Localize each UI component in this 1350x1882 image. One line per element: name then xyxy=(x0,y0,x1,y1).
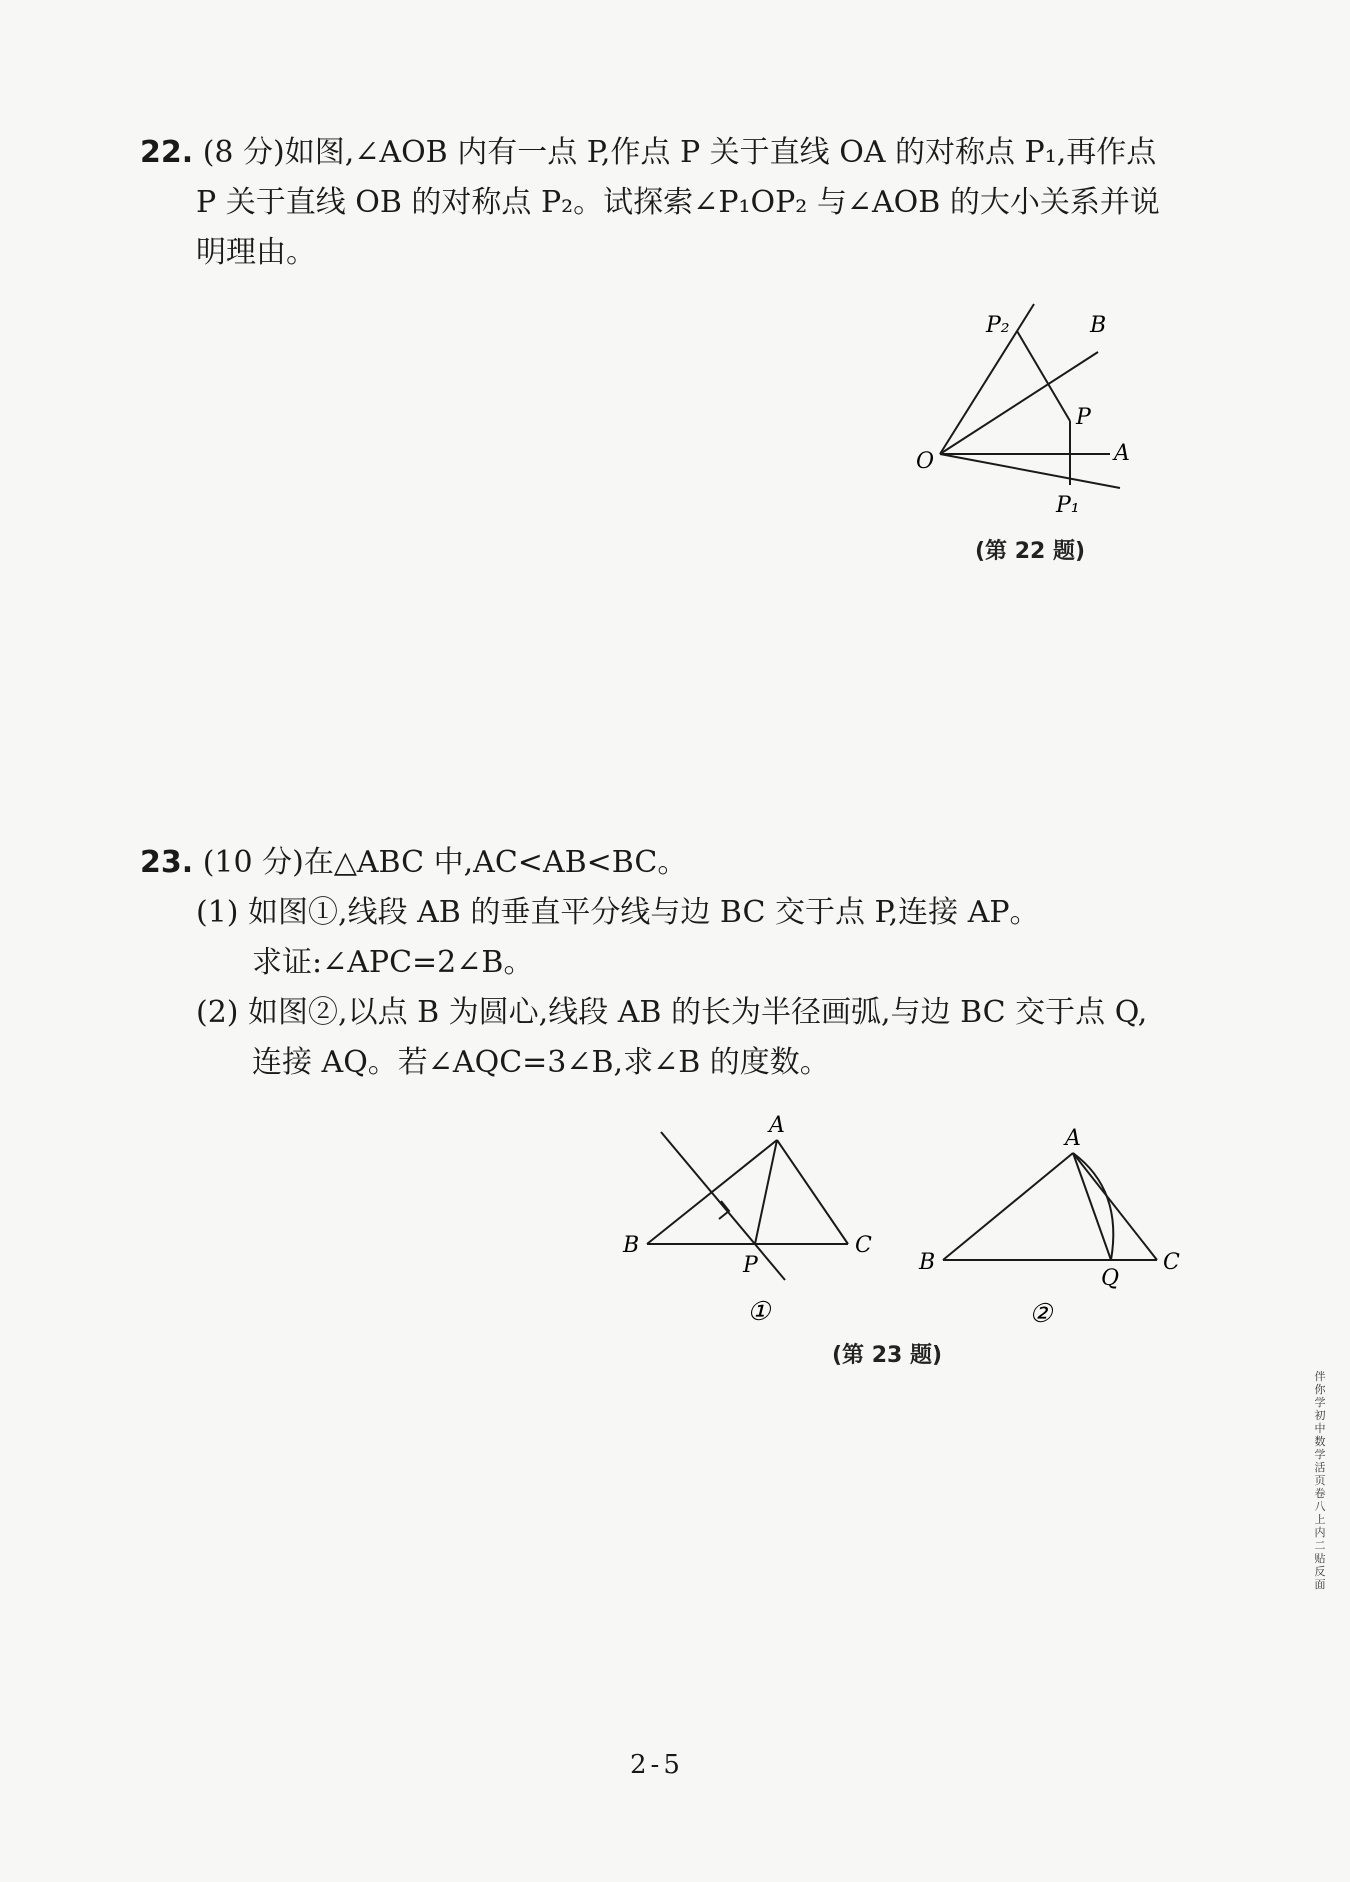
fig2-label-b: B xyxy=(919,1250,936,1275)
fig1-label-c: C xyxy=(855,1233,872,1258)
fig2-label-c: C xyxy=(1163,1250,1180,1275)
ray-ob xyxy=(940,352,1098,454)
caption-22: (第 22 题) xyxy=(975,539,1086,564)
question-23 xyxy=(140,838,1240,1088)
fig1-label-b: B xyxy=(623,1233,640,1258)
caption-23: (第 23 题) xyxy=(832,1343,943,1368)
question-22-line2: P 关于直线 OB 的对称点 P₂。试探索∠P₁OP₂ 与∠AOB 的大小关系并说 xyxy=(196,185,1160,220)
fig2-number: ② xyxy=(1029,1299,1053,1329)
question-23-part1-proof: 求证:∠APC=2∠B。 xyxy=(252,945,534,980)
question-23-part2: (2) 如图②,以点 B 为圆心,线段 AB 的长为半径画弧,与边 BC 交于点 Q, xyxy=(196,995,1148,1030)
question-22 xyxy=(140,128,1240,278)
question-22-number: 22. xyxy=(140,135,194,170)
fig1-label-p: P xyxy=(743,1253,758,1278)
label-p2: P₂ xyxy=(986,313,1010,338)
figure-23-2 xyxy=(905,1115,1185,1340)
ray-op1 xyxy=(940,454,1120,488)
side-ac xyxy=(777,1140,848,1244)
question-23-number: 23. xyxy=(140,845,194,880)
fig1-number: ① xyxy=(747,1297,771,1327)
page-number: 2-5 xyxy=(630,1750,684,1780)
fig2-label-q: Q xyxy=(1101,1266,1120,1291)
question-23-part2-ask: 连接 AQ。若∠AQC=3∠B,求∠B 的度数。 xyxy=(252,1045,830,1080)
question-23-line1 xyxy=(140,838,1240,888)
side-ab xyxy=(943,1153,1073,1260)
label-o: O xyxy=(916,449,935,474)
side-ac xyxy=(1073,1153,1157,1260)
segment-aq xyxy=(1073,1153,1111,1260)
question-23-part1: (1) 如图①,线段 AB 的垂直平分线与边 BC 交于点 P,连接 AP。 xyxy=(196,895,1040,930)
question-22-line3: 明理由。 xyxy=(196,235,316,270)
figure-23-1 xyxy=(615,1110,885,1340)
label-a: A xyxy=(1114,441,1130,466)
perpendicular-bisector xyxy=(661,1132,785,1280)
question-23-text1: (10 分)在△ABC 中,AC<AB<BC。 xyxy=(202,845,688,880)
question-22-line1 xyxy=(140,128,1240,178)
label-b: B xyxy=(1090,313,1107,338)
fig1-label-a: A xyxy=(769,1113,785,1138)
label-p: P xyxy=(1076,405,1091,430)
question-22-text1: (8 分)如图,∠AOB 内有一点 P,作点 P 关于直线 OA 的对称点 P₁,再作点 xyxy=(202,135,1157,170)
side-binding-text: 伴你学初中数学活页卷 八上 内二贴反面 xyxy=(1314,1370,1326,1591)
fig2-label-a: A xyxy=(1065,1126,1081,1151)
label-p1: P₁ xyxy=(1056,493,1080,518)
figure-22 xyxy=(900,290,1180,520)
